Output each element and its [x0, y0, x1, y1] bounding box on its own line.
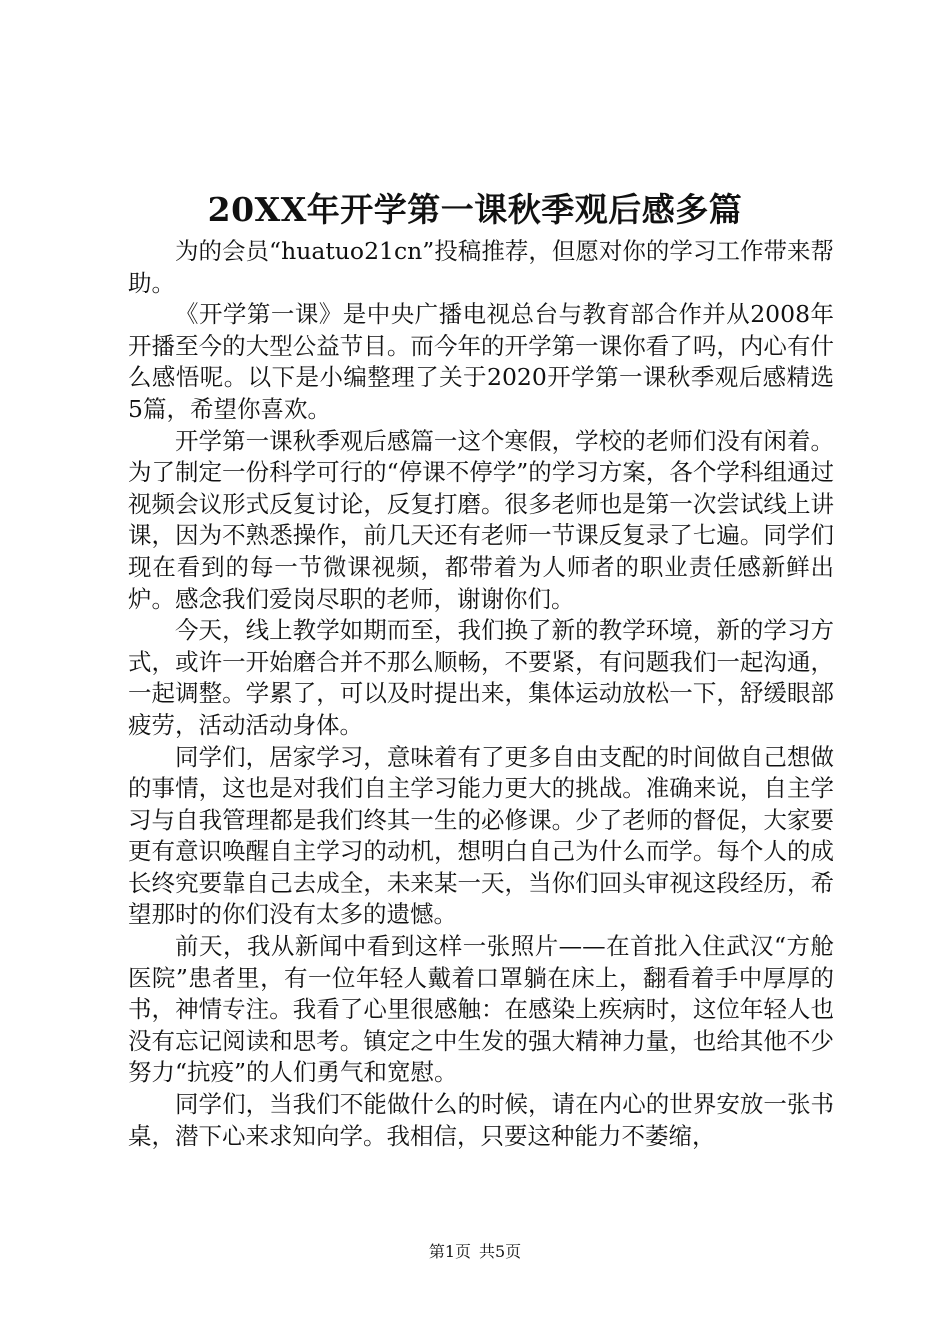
document-body — [128, 236, 834, 1152]
document-title: 20XX年开学第一课秋季观后感多篇 — [207, 190, 743, 229]
paragraph: 《开学第一课》是中央广播电视总台与教育部合作并从2008年开播至今的大型公益节目。而今年的开学第一课你看了吗，内心有什么感悟呢。以下是小编整理了关于2020开学第一课秋季观后感精选5篇，希望你喜欢。 — [128, 300, 834, 423]
paragraph: 前天，我从新闻中看到这样一张照片——在首批入住武汉“方舱医院”患者里，有一位年轻人戴着口罩躺在床上，翻看着手中厚厚的书，神情专注。我看了心里很感触：在感染上疾病时，这位年轻人也没有忘记阅读和思考。镇定之中生发的强大精神力量，也给其他不少努力“抗疫”的人们勇气和宽慰。 — [128, 932, 834, 1087]
page-number: 第1页 — [428, 1242, 471, 1261]
paragraph: 同学们，当我们不能做什么的时候，请在内心的世界安放一张书桌，潜下心来求知向学。我相信，只要这种能力不萎缩， — [128, 1090, 834, 1150]
page-footer — [0, 1240, 950, 1264]
page-total: 共5页 — [479, 1242, 522, 1261]
paragraph: 为的会员“huatuo21cn”投稿推荐，但愿对你的学习工作带来帮助。 — [128, 237, 834, 297]
paragraph: 今天，线上教学如期而至，我们换了新的教学环境，新的学习方式，或许一开始磨合并不那么顺畅，不要紧，有问题我们一起沟通，一起调整。学累了，可以及时提出来，集体运动放松一下，舒缓眼部疲劳，活动活动身体。 — [128, 616, 834, 739]
paragraph: 同学们，居家学习，意味着有了更多自由支配的时间做自己想做的事情，这也是对我们自主学习能力更大的挑战。准确来说，自主学习与自我管理都是我们终其一生的必修课。少了老师的督促，大家要更有意识唤醒自主学习的动机，想明白自己为什么而学。每个人的成长终究要靠自己去成全，未来某一天，当你们回头审视这段经历，希望那时的你们没有太多的遗憾。 — [128, 742, 834, 929]
paragraph: 开学第一课秋季观后感篇一这个寒假，学校的老师们没有闲着。为了制定一份科学可行的“停课不停学”的学习方案，各个学科组通过视频会议形式反复讨论，反复打磨。很多老师也是第一次尝试线上讲课，因为不熟悉操作，前几天还有老师一节课反复录了七遍。同学们现在看到的每一节微课视频，都带着为人师者的职业责任感新鲜出炉。感念我们爱岗尽职的老师，谢谢你们。 — [128, 426, 834, 613]
